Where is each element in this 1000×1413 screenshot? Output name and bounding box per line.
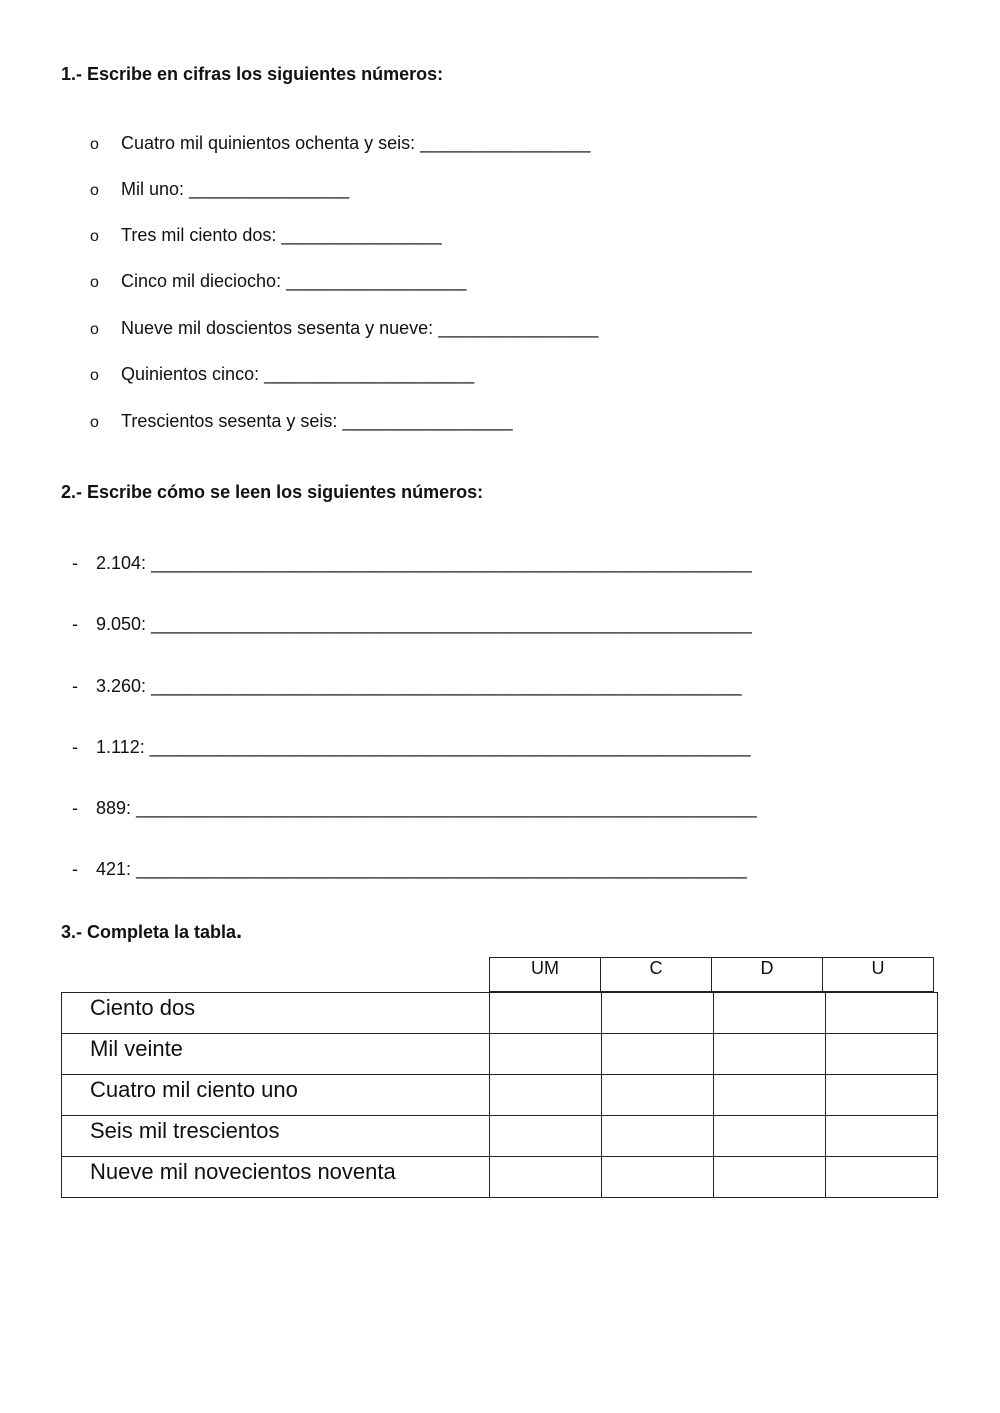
dash-icon: - (72, 676, 78, 696)
table-row (62, 1034, 938, 1075)
header-u: U (823, 958, 934, 992)
item-text: Quinientos cinco: (121, 364, 260, 384)
item-text: Trescientos sesenta y seis: (121, 411, 338, 431)
answer-cell-c[interactable] (602, 993, 714, 1034)
answer-cell-um[interactable] (490, 1075, 602, 1116)
list-item (72, 552, 752, 574)
header-um: UM (490, 958, 601, 992)
answer-cell-c[interactable] (602, 1034, 714, 1075)
dash-icon: - (72, 798, 78, 818)
answer-cell-um[interactable] (490, 993, 602, 1034)
header-c: C (601, 958, 712, 992)
answer-cell-d[interactable] (714, 1116, 826, 1157)
list-item (90, 363, 474, 387)
answer-blank[interactable]: _____________________________________________________________ (136, 859, 747, 879)
answer-blank[interactable]: __________________ (286, 271, 467, 291)
section-2-title: 2.- Escribe cómo se leen los siguientes números: (61, 482, 484, 502)
section-3-title-text: 3.- Completa la tabla (61, 922, 237, 942)
list-item (72, 675, 742, 697)
table-row (62, 1075, 938, 1116)
bullet-icon: o (90, 136, 99, 153)
answer-cell-u[interactable] (826, 1034, 938, 1075)
number-text: 2.104: (96, 553, 147, 573)
item-text: Mil uno: (121, 179, 185, 199)
place-value-table (61, 992, 938, 1198)
answer-cell-c[interactable] (602, 1116, 714, 1157)
answer-cell-d[interactable] (714, 1157, 826, 1198)
row-label: Ciento dos (62, 993, 490, 1034)
answer-blank[interactable]: _____________________ (264, 364, 475, 384)
title-period: . (236, 918, 243, 943)
place-value-header (489, 957, 934, 992)
bullet-icon: o (90, 182, 99, 199)
number-text: 421: (96, 859, 132, 879)
dash-icon: - (72, 614, 78, 634)
answer-blank[interactable]: ________________ (281, 225, 442, 245)
list-item (90, 178, 349, 202)
bullet-icon: o (90, 274, 99, 291)
table-row (62, 1116, 938, 1157)
answer-blank[interactable]: ____________________________________________________________ (149, 737, 751, 757)
answer-blank[interactable]: ____________________________________________________________ (151, 614, 752, 634)
answer-cell-u[interactable] (826, 1157, 938, 1198)
row-label: Mil veinte (62, 1034, 490, 1075)
item-text: Cuatro mil quinientos ochenta y seis: (121, 133, 416, 153)
list-item (72, 613, 752, 635)
header-d: D (712, 958, 823, 992)
dash-icon: - (72, 553, 78, 573)
answer-blank[interactable]: ______________________________________________________________ (136, 798, 757, 818)
answer-cell-u[interactable] (826, 993, 938, 1034)
dash-icon: - (72, 859, 78, 879)
answer-blank[interactable]: ________________ (189, 179, 350, 199)
number-text: 9.050: (96, 614, 147, 634)
bullet-icon: o (90, 321, 99, 338)
number-text: 3.260: (96, 676, 147, 696)
list-item (90, 224, 442, 248)
answer-blank[interactable]: _________________ (420, 133, 591, 153)
answer-cell-c[interactable] (602, 1075, 714, 1116)
answer-blank[interactable]: ___________________________________________________________ (151, 676, 742, 696)
dash-icon: - (72, 737, 78, 757)
answer-cell-u[interactable] (826, 1075, 938, 1116)
table-row (62, 1157, 938, 1198)
list-item (72, 797, 757, 819)
bullet-icon: o (90, 367, 99, 384)
answer-cell-um[interactable] (490, 1034, 602, 1075)
item-text: Nueve mil doscientos sesenta y nueve: (121, 318, 434, 338)
answer-cell-d[interactable] (714, 1034, 826, 1075)
list-item (72, 736, 750, 758)
bullet-icon: o (90, 228, 99, 245)
number-text: 889: (96, 798, 132, 818)
bullet-icon: o (90, 414, 99, 431)
item-text: Cinco mil dieciocho: (121, 271, 282, 291)
answer-cell-um[interactable] (490, 1157, 602, 1198)
row-label: Nueve mil novecientos noventa (62, 1157, 490, 1198)
row-label: Cuatro mil ciento uno (62, 1075, 490, 1116)
answer-cell-d[interactable] (714, 993, 826, 1034)
list-item (90, 317, 598, 341)
table-row (62, 993, 938, 1034)
list-item (90, 132, 590, 156)
item-text: Tres mil ciento dos: (121, 225, 277, 245)
number-text: 1.112: (96, 737, 145, 757)
section-1-title: 1.- Escribe en cifras los siguientes números: (61, 64, 444, 84)
answer-cell-c[interactable] (602, 1157, 714, 1198)
row-label: Seis mil trescientos (62, 1116, 490, 1157)
list-item (90, 410, 513, 434)
answer-cell-um[interactable] (490, 1116, 602, 1157)
list-item (72, 858, 747, 880)
answer-blank[interactable]: _________________ (342, 411, 513, 431)
answer-blank[interactable]: ____________________________________________________________ (151, 553, 752, 573)
section-3-title (61, 920, 242, 943)
answer-blank[interactable]: ________________ (438, 318, 599, 338)
answer-cell-u[interactable] (826, 1116, 938, 1157)
answer-cell-d[interactable] (714, 1075, 826, 1116)
list-item (90, 270, 466, 294)
header-row (490, 958, 934, 992)
